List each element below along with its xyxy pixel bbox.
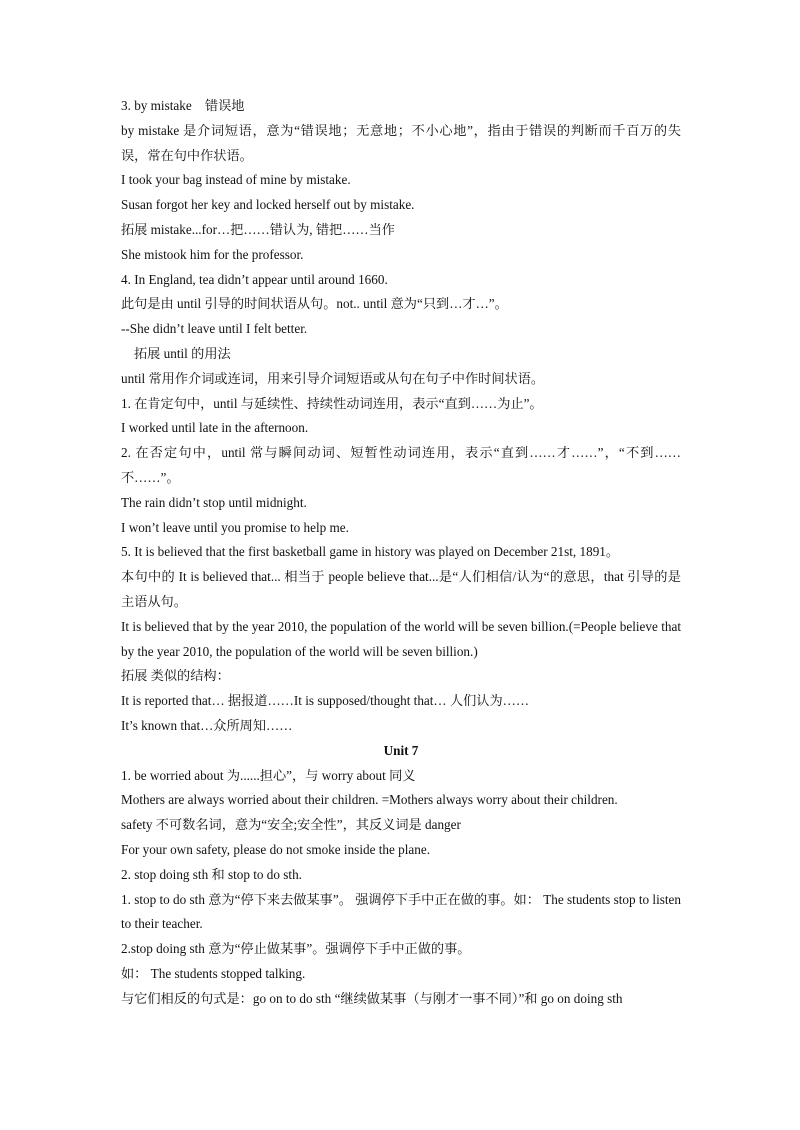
- extension-note: 拓展 until 的用法: [134, 345, 231, 361]
- paragraph: until 常用作介词或连词，用来引导介词短语或从句在句子中作时间状语。: [121, 370, 545, 386]
- section-heading-stop-doing: 2. stop doing sth 和 stop to do sth.: [121, 866, 302, 882]
- paragraph: 本句中的 It is believed that... 相当于 people believe that...是“人们相信/认为“的意思，that 引导的是主语从句。: [121, 569, 681, 609]
- example-sentence: She mistook him for the professor.: [121, 246, 304, 262]
- paragraph: safety 不可数名词，意为“安全;安全性”，其反义词是 danger: [121, 817, 461, 833]
- extension-note: 拓展 类似的结构：: [121, 668, 230, 684]
- example-sentence: I won’t leave until you promise to help me.: [121, 519, 349, 535]
- section-heading-it-is-believed: 5. It is believed that the first basketball game in history was played on December 21st, 1891。: [121, 544, 620, 560]
- paragraph: 与它们相反的句式是：go on to do sth “继续做某事（与刚才一事不同）”和 go on doing sth: [121, 990, 623, 1006]
- paragraph: 此句是由 until 引导的时间状语从句。not.. until 意为“只到…才…”。: [121, 296, 508, 312]
- rule-item: 2.stop doing sth 意为“停止做某事”。强调停下手中正做的事。: [121, 941, 471, 957]
- example-sentence: I worked until late in the afternoon.: [121, 420, 309, 436]
- example-sentence: I took your bag instead of mine by mistake.: [121, 172, 351, 188]
- example-sentence: For your own safety, please do not smoke inside the plane.: [121, 841, 430, 857]
- extension-note: 拓展 mistake...for…把……错认为, 错把……当作: [121, 221, 395, 237]
- example-sentence: Mothers are always worried about their children. =Mothers always worry about their children.: [121, 792, 618, 808]
- rule-item: 1. stop to do sth 意为“停下来去做某事”。 强调停下手中正在做的事。如： The students stop to listen to their teacher.: [121, 891, 681, 932]
- section-heading-until: 4. In England, tea didn’t appear until around 1660.: [121, 271, 388, 287]
- example-sentence: It is believed that by the year 2010, the population of the world will be seven billion.(=People believe that by the year 2010, the population of the world will be seven billion.): [121, 618, 681, 659]
- rule-item: 2. 在否定句中，until 常与瞬间动词、短暂性动词连用，表示“直到……才……”，“不到……不……”。: [121, 445, 681, 485]
- section-heading-by-mistake: 3. by mistake 错误地: [121, 98, 245, 113]
- paragraph: by mistake 是介词短语，意为“错误地；无意地；不小心地”，指由于错误的判断而千百万的失误，常在句中作状语。: [121, 122, 681, 163]
- document-body: [121, 94, 681, 1011]
- example-sentence: 如： The students stopped talking.: [121, 965, 306, 981]
- example-sentence: It’s known that…众所周知……: [121, 717, 293, 733]
- example-sentence: It is reported that… 据报道……It is supposed/thought that… 人们认为……: [121, 693, 530, 709]
- section-heading-be-worried-about: 1. be worried about 为......担心”，与 worry about 同义: [121, 767, 416, 783]
- unit-title: Unit 7: [383, 742, 419, 758]
- example-sentence: The rain didn’t stop until midnight.: [121, 494, 307, 510]
- rule-item: 1. 在肯定句中，until 与延续性、持续性动词连用，表示“直到……为止”。: [121, 395, 543, 411]
- example-sentence: Susan forgot her key and locked herself out by mistake.: [121, 197, 415, 213]
- example-sentence: --She didn’t leave until I felt better.: [121, 321, 308, 337]
